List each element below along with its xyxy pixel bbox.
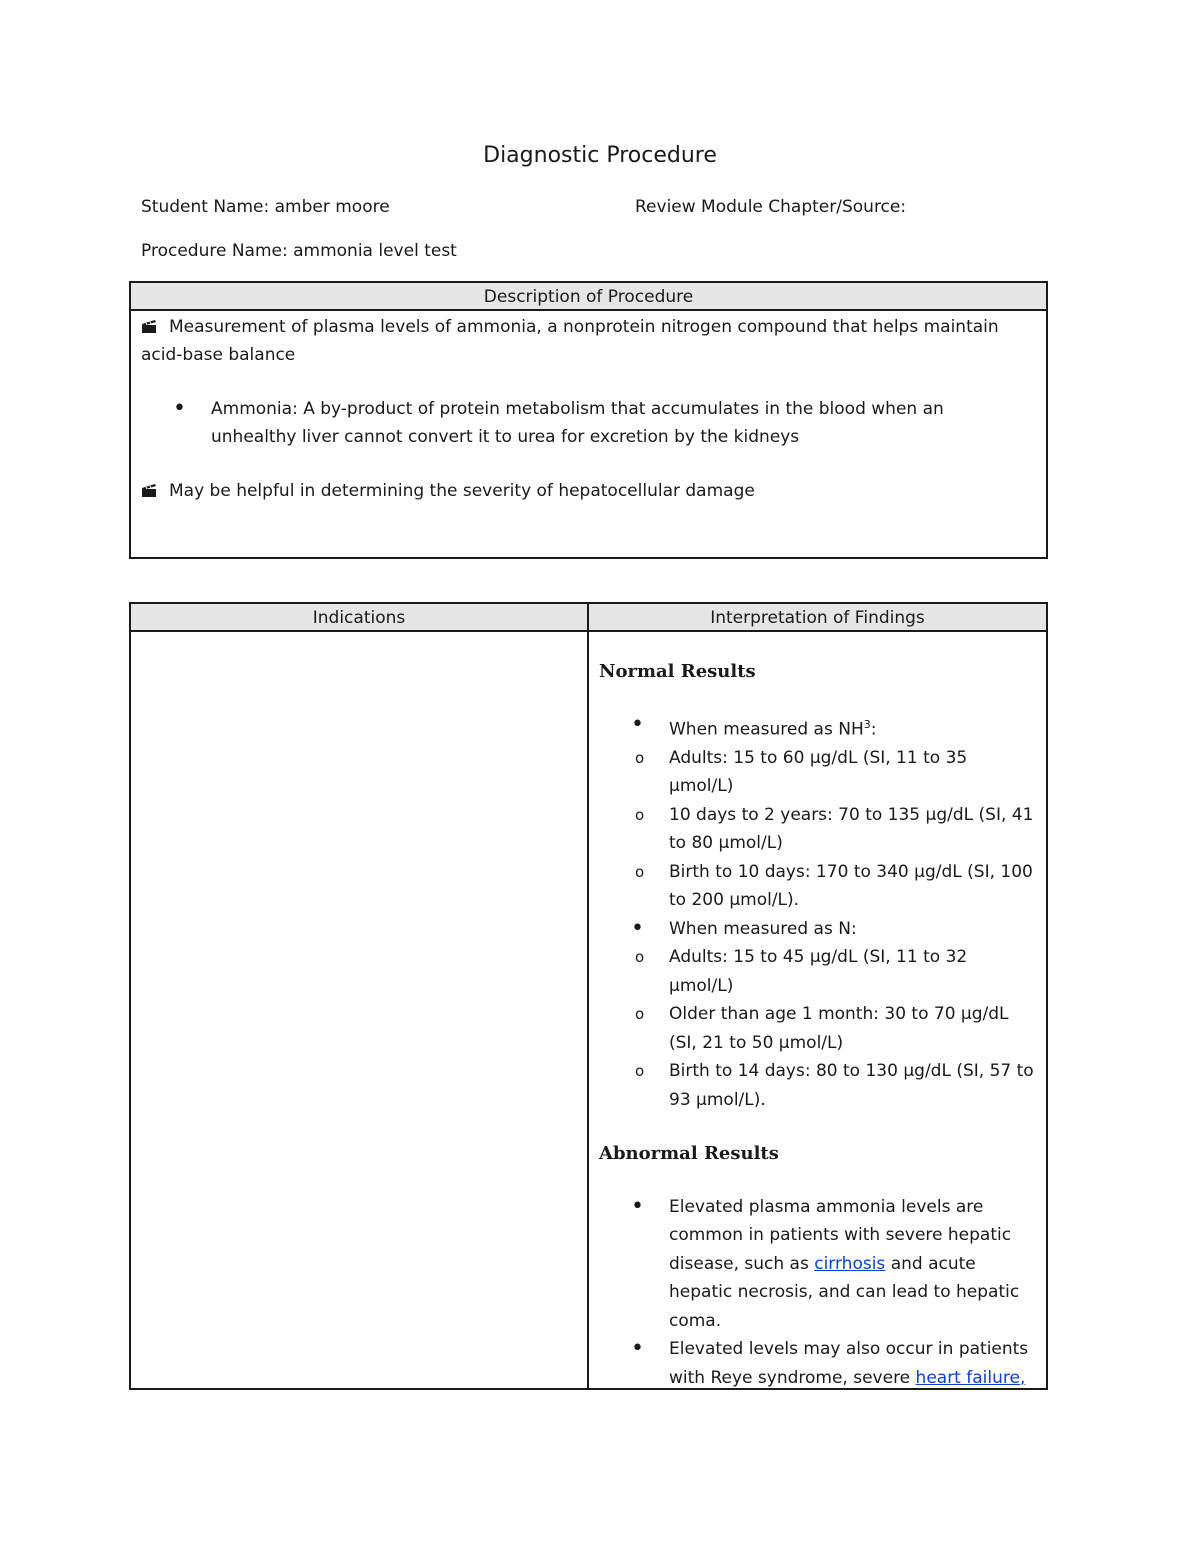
abnormal-results-list xyxy=(599,1193,1036,1393)
list-item xyxy=(599,711,1036,915)
list-item: o 10 days to 2 years: 70 to 135 µg/dL (SI, 41 to 80 µmol/L) xyxy=(599,801,1036,858)
clapperboard-icon xyxy=(141,320,157,333)
findings-content xyxy=(589,632,1046,1392)
description-body xyxy=(131,311,1046,505)
student-name: Student Name: amber moore xyxy=(141,197,390,217)
nh3-ranges xyxy=(599,744,1036,915)
list-item: o Adults: 15 to 60 µg/dL (SI, 11 to 35 µmol/L) xyxy=(599,744,1036,801)
abnormal-results-heading: Abnormal Results xyxy=(599,1143,779,1165)
normal-results-list xyxy=(599,711,1036,1115)
page-title: Diagnostic Procedure xyxy=(483,143,717,168)
list-item xyxy=(599,1335,1036,1392)
indications-header: Indications xyxy=(131,604,589,632)
indications-cell xyxy=(131,632,589,1388)
description-item xyxy=(141,477,1036,505)
description-bullets xyxy=(141,395,1036,451)
list-item xyxy=(599,915,1036,1115)
list-item: o Birth to 10 days: 170 to 340 µg/dL (SI, 100 to 200 µmol/L). xyxy=(599,858,1036,915)
description-header: Description of Procedure xyxy=(131,283,1046,311)
list-item: o Birth to 14 days: 80 to 130 µg/dL (SI, 57 to 93 µmol/L). xyxy=(599,1057,1036,1114)
nh3-colon: : xyxy=(870,719,877,740)
clapperboard-icon xyxy=(141,484,157,497)
list-item: o Adults: 15 to 45 µg/dL (SI, 11 to 32 µmol/L) xyxy=(599,943,1036,1000)
nh3-label: When measured as NH xyxy=(669,719,864,740)
table-header-row xyxy=(131,604,1046,632)
abnormal-text: , xyxy=(1019,1367,1026,1388)
interpretation-header: Interpretation of Findings xyxy=(589,604,1046,632)
nh3-superscript: 3 xyxy=(863,717,871,731)
description-item-text: Measurement of plasma levels of ammonia, a nonprotein nitrogen compound that helps maintain acid-base balance xyxy=(141,317,999,365)
procedure-name: Procedure Name: ammonia level test xyxy=(141,241,457,261)
n-label: When measured as N: xyxy=(669,918,857,939)
table-body-row xyxy=(131,632,1046,1388)
n-ranges xyxy=(599,943,1036,1114)
abnormal-text: Elevated levels may also occur in patients with Reye syndrome, severe xyxy=(669,1339,1029,1388)
findings-table xyxy=(129,602,1048,1390)
abnormal-text: and acute hepatic necrosis, and can lead to hepatic coma. xyxy=(669,1253,1020,1331)
heart-failure-link[interactable]: heart failure xyxy=(915,1367,1020,1388)
description-bullet: • Ammonia: A by-product of protein metabolism that accumulates in the blood when an unhealthy liver cannot convert it to urea for excretion by the kidneys xyxy=(141,395,996,451)
cirrhosis-link[interactable]: cirrhosis xyxy=(814,1253,886,1274)
list-item xyxy=(599,1193,1036,1336)
description-item xyxy=(141,313,1036,369)
review-module-source: Review Module Chapter/Source: xyxy=(635,197,907,217)
normal-results-heading: Normal Results xyxy=(599,661,756,682)
list-item: o Older than age 1 month: 30 to 70 µg/dL (SI, 21 to 50 µmol/L) xyxy=(599,1000,1036,1057)
description-item-text: May be helpful in determining the severity of hepatocellular damage xyxy=(169,481,755,501)
interpretation-cell xyxy=(589,632,1046,1388)
abnormal-text: Elevated plasma ammonia levels are common in patients with severe hepatic disease, such as xyxy=(669,1196,1012,1274)
description-box xyxy=(129,281,1048,559)
